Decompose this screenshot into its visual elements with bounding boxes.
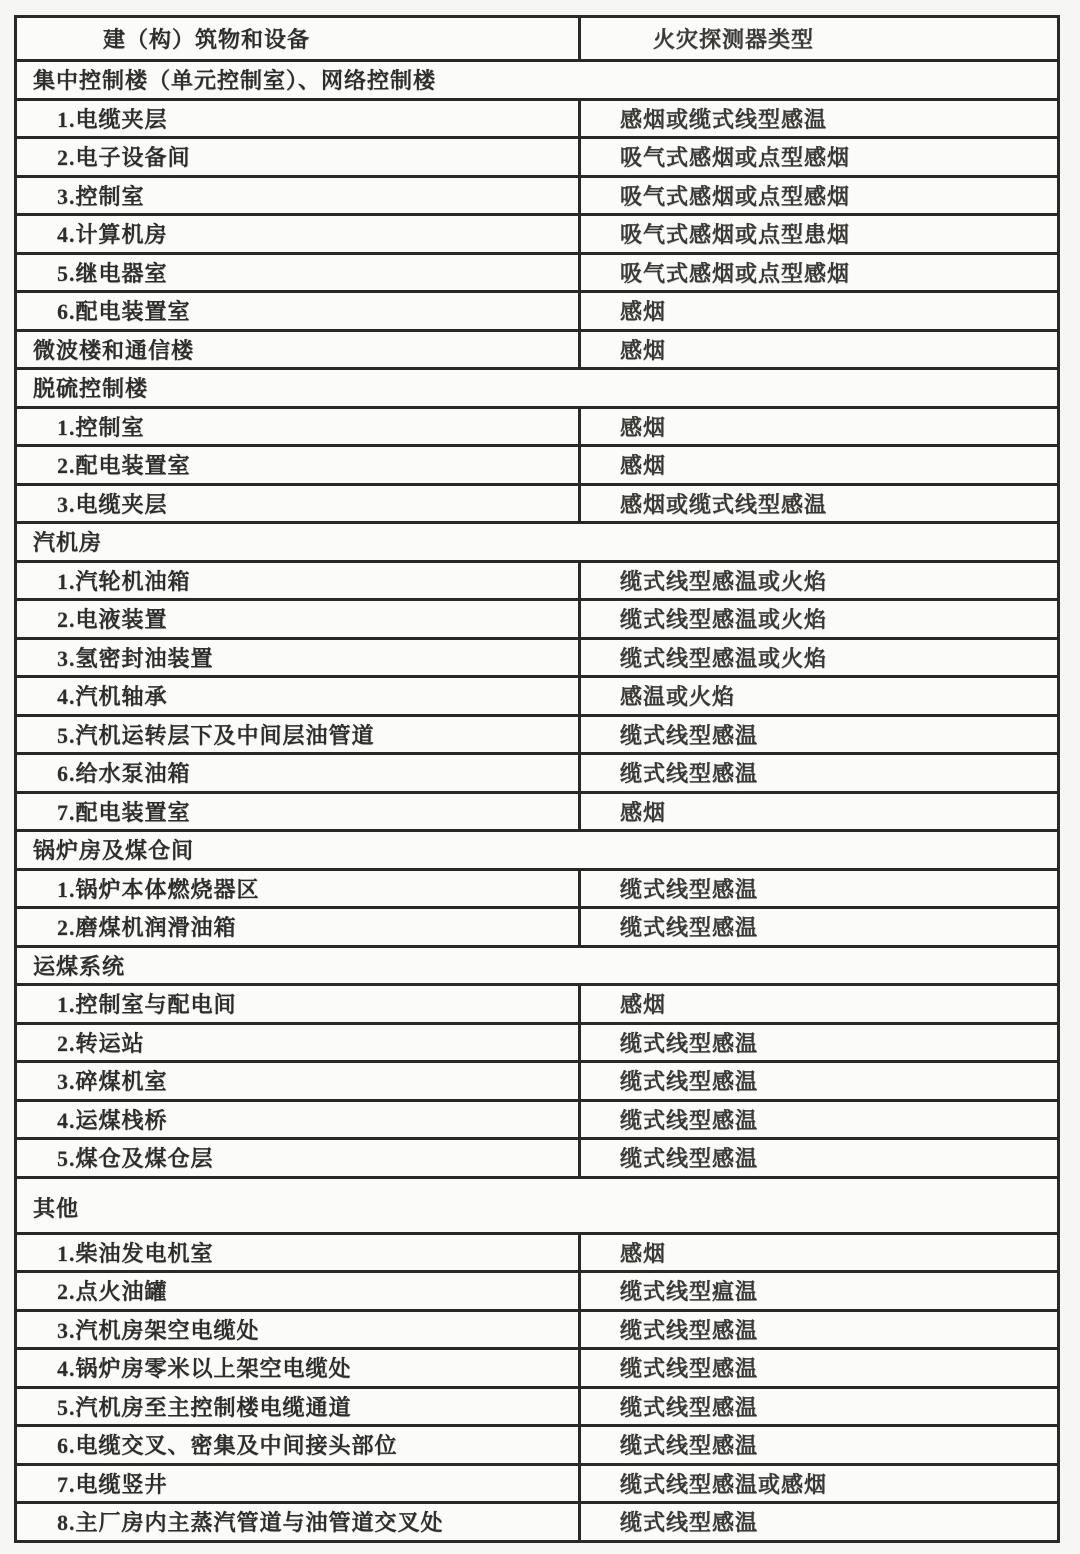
building-cell: 7.配电装置室 (57, 799, 191, 825)
table-row (17, 483, 1057, 522)
building-cell: 汽机房 (33, 530, 103, 556)
fire-detector-table (14, 15, 1060, 1543)
detector-cell: 感烟或缆式线型感温 (578, 486, 1057, 522)
section-row (17, 367, 1057, 406)
detector-cell: 感烟或缆式线型感温 (578, 101, 1057, 137)
detector-cell: 缆式线型感温 (578, 1063, 1057, 1099)
building-cell: 3.氢密封油装置 (57, 645, 214, 671)
building-cell: 2.磨煤机润滑油箱 (57, 915, 237, 941)
table-row (17, 175, 1057, 214)
detector-cell: 缆式线型感温 (578, 1312, 1057, 1348)
building-cell: 2.配电装置室 (57, 453, 191, 479)
table-row (17, 252, 1057, 291)
building-cell: 1.控制室 (57, 414, 145, 440)
table-row (17, 791, 1057, 830)
table-row (17, 406, 1057, 445)
table-row (17, 98, 1057, 137)
building-cell: 脱硫控制楼 (33, 376, 149, 402)
detector-cell: 缆式线型感温或火焰 (578, 640, 1057, 676)
detector-cell: 缆式线型瘟温 (578, 1273, 1057, 1309)
table-row (17, 868, 1057, 907)
detector-cell: 感烟 (578, 986, 1057, 1022)
detector-cell: 缆式线型感温 (578, 871, 1057, 907)
detector-cell: 感烟 (578, 409, 1057, 445)
detector-cell: 吸气式感烟或点型感烟 (578, 255, 1057, 291)
table-row (17, 1386, 1057, 1425)
table-row (17, 290, 1057, 329)
section-row (17, 521, 1057, 560)
table-row (17, 1347, 1057, 1386)
table-row (17, 637, 1057, 676)
building-cell: 6.电缆交叉、密集及中间接头部位 (57, 1433, 398, 1459)
building-cell: 2.转运站 (57, 1030, 145, 1056)
building-cell: 运煤系统 (33, 953, 126, 979)
building-cell: 2.点火油罐 (57, 1279, 168, 1305)
building-cell: 4.计算机房 (57, 222, 168, 248)
header-building-column: 建（构）筑物和设备 (103, 27, 311, 52)
table-row (17, 329, 1057, 368)
table-row (17, 1099, 1057, 1138)
table-row (17, 1309, 1057, 1348)
building-cell: 3.碎煤机室 (57, 1069, 168, 1095)
building-cell: 2.电子设备间 (57, 145, 191, 171)
building-cell: 5.继电器室 (57, 260, 168, 286)
building-cell: 6.给水泵油箱 (57, 761, 191, 787)
detector-cell: 缆式线型感温 (578, 717, 1057, 753)
detector-cell: 缆式线型感温 (578, 1389, 1057, 1425)
building-cell: 集中控制楼（单元控制室）、网络控制楼 (33, 68, 437, 94)
table-row (17, 444, 1057, 483)
detector-cell: 感烟 (578, 447, 1057, 483)
detector-cell: 感烟 (578, 1235, 1057, 1271)
building-cell: 7.电缆竖井 (57, 1471, 168, 1497)
building-cell: 5.煤仓及煤仓层 (57, 1146, 214, 1172)
table-row (17, 1270, 1057, 1309)
table-row (17, 1232, 1057, 1271)
table-row (17, 714, 1057, 753)
table-row (17, 1501, 1057, 1540)
building-cell: 3.控制室 (57, 183, 145, 209)
detector-cell: 感烟 (578, 794, 1057, 830)
building-cell: 锅炉房及煤仓间 (33, 838, 195, 864)
building-cell: 4.汽机轴承 (57, 684, 168, 710)
building-cell: 2.电液装置 (57, 607, 168, 633)
detector-cell: 感温或火焰 (578, 678, 1057, 714)
table-row (17, 136, 1057, 175)
table-row (17, 1463, 1057, 1502)
building-cell: 3.汽机房架空电缆处 (57, 1317, 260, 1343)
table-row (17, 983, 1057, 1022)
building-cell: 微波楼和通信楼 (33, 337, 195, 363)
detector-cell: 感烟 (578, 293, 1057, 329)
detector-cell: 缆式线型感温或感烟 (578, 1466, 1057, 1502)
detector-cell: 感烟 (578, 332, 1057, 368)
detector-cell: 缆式线型感温 (578, 1140, 1057, 1176)
table-row (17, 906, 1057, 945)
detector-cell: 缆式线型感温 (578, 1504, 1057, 1540)
detector-cell: 缆式线型感温 (578, 1350, 1057, 1386)
table-row (17, 560, 1057, 599)
detector-cell: 缆式线型感温 (578, 1102, 1057, 1138)
building-cell: 1.控制室与配电间 (57, 992, 237, 1018)
detector-cell: 缆式线型感温 (578, 1427, 1057, 1463)
section-row (17, 59, 1057, 98)
building-cell: 3.电缆夹层 (57, 491, 168, 517)
table-row (17, 598, 1057, 637)
building-cell: 4.运煤栈桥 (57, 1107, 168, 1133)
detector-cell: 吸气式感烟或点型感烟 (578, 178, 1057, 214)
detector-cell: 吸气式感烟或点型患烟 (578, 216, 1057, 252)
section-row (17, 945, 1057, 984)
detector-cell: 缆式线型感温 (578, 755, 1057, 791)
detector-cell: 缆式线型感温或火焰 (578, 601, 1057, 637)
detector-cell: 缆式线型感温 (578, 1025, 1057, 1061)
building-cell: 6.配电装置室 (57, 299, 191, 325)
table-row (17, 1060, 1057, 1099)
building-cell: 8.主厂房内主蒸汽管道与油管道交叉处 (57, 1510, 444, 1536)
building-cell: 5.汽机运转层下及中间层油管道 (57, 722, 375, 748)
detector-cell: 吸气式感烟或点型感烟 (578, 139, 1057, 175)
building-cell: 1.汽轮机油箱 (57, 568, 191, 594)
building-cell: 1.柴油发电机室 (57, 1240, 214, 1266)
table-row (17, 752, 1057, 791)
table-row (17, 1022, 1057, 1061)
table-row (17, 1424, 1057, 1463)
table-row (17, 675, 1057, 714)
table-header-row (17, 18, 1057, 59)
table-row (17, 1137, 1057, 1176)
building-cell: 1.电缆夹层 (57, 106, 168, 132)
building-cell: 4.锅炉房零米以上架空电缆处 (57, 1356, 352, 1382)
section-row (17, 1176, 1057, 1232)
detector-cell: 缆式线型感温 (578, 909, 1057, 945)
table-row (17, 213, 1057, 252)
building-cell: 其他 (33, 1195, 80, 1221)
detector-cell: 缆式线型感温或火焰 (578, 563, 1057, 599)
building-cell: 5.汽机房至主控制楼电缆通道 (57, 1394, 352, 1420)
building-cell: 1.锅炉本体燃烧器区 (57, 876, 260, 902)
header-detector-column: 火灾探测器类型 (578, 18, 1057, 59)
section-row (17, 829, 1057, 868)
